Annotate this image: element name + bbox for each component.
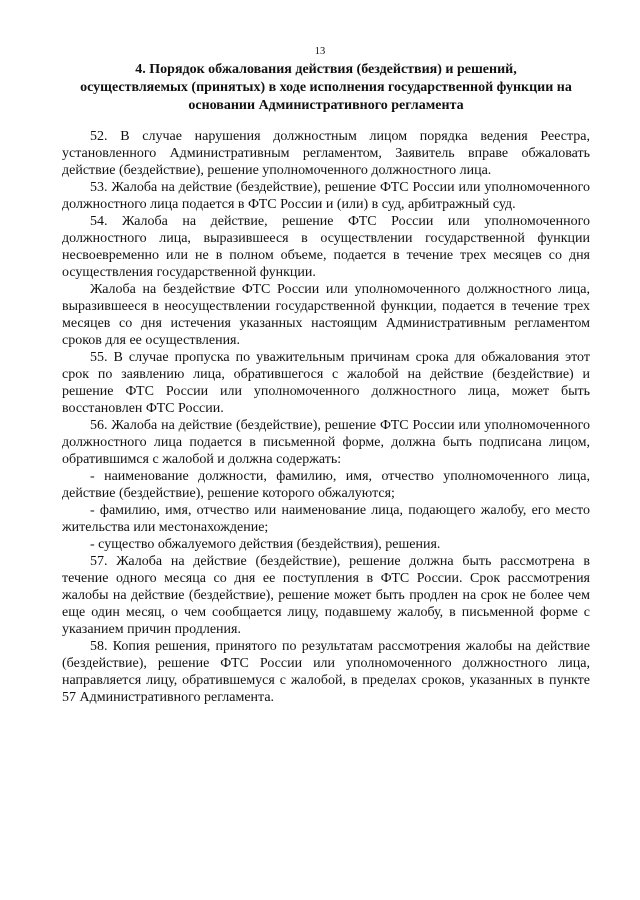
paragraph-56: 56. Жалоба на действие (бездействие), решение ФТС России или уполномоченного должностного лица подается в письменной форме, должна быть подписана лицом, обратившимся с жалобой и должна содержать: [62,418,590,467]
paragraph-58: 58. Копия решения, принятого по результатам рассмотрения жалобы на действие (бездействие), решение ФТС России или уполномоченного должностного лица, направляется лицу, обратившемуся с жалобой, в пределах сроков, указанных в пункте 57 Административного регламента. [62,639,590,705]
paragraph-57: 57. Жалоба на действие (бездействие), решение должна быть рассмотрена в течение одного месяца со дня ее поступления в ФТС России. Срок рассмотрения жалобы на действие (бездействие), решение может быть продлен на срок не более чем еще один месяц, о чем сообщается лицу, подавшему жалобу, в письменной форме с указанием причин продления. [62,554,590,637]
paragraph-53: 53. Жалоба на действие (бездействие), решение ФТС России или уполномоченного должностного лица подается в ФТС России и (или) в суд, арбитражный суд. [62,180,590,212]
paragraph-52: 52. В случае нарушения должностным лицом порядка ведения Реестра, установленного Административным регламентом, Заявитель вправе обжаловать действие (бездействие), решение уполномоченного должностного лица. [62,129,590,178]
page-number: 13 [314,46,326,57]
list-item: - наименование должности, фамилию, имя, отчество уполномоченного лица, действие (бездействие), решение которого обжалуются; [62,469,590,501]
paragraph-55: 55. В случае пропуска по уважительным причинам срока для обжалования этот срок по заявлению лица, обратившегося с жалобой на действие (бездействие) и решение ФТС России или уполномоченного должностного лица, может быть восстановлен ФТС России. [62,350,590,416]
section-heading [62,61,590,115]
paragraph-54-continued: Жалоба на бездействие ФТС России или уполномоченного должностного лица, выразившееся в неосуществлении государственной функции, подается в течение трех месяцев со дня истечения указанных настоящим Административным регламентом сроков для ее осуществления. [62,282,590,348]
list-item: - фамилию, имя, отчество или наименование лица, подающего жалобу, его место жительства или местонахождение; [62,503,590,535]
section-heading-line-3: основании Административного регламента [188,98,464,113]
section-heading-line-1: 4. Порядок обжалования действия (бездействия) и решений, [135,62,517,77]
paragraph-54: 54. Жалоба на действие, решение ФТС России или уполномоченного должностного лица, выразившееся в осуществлении государственной функции несвоевременно или не в полном объеме, подается в течение трех месяцев со дня осуществления государственной функции. [62,214,590,280]
section-heading-line-2: осуществляемых (принятых) в ходе исполнения государственной функции на [80,80,572,95]
section-body [62,128,590,706]
list-item: - существо обжалуемого действия (бездействия), решения. [90,537,441,552]
